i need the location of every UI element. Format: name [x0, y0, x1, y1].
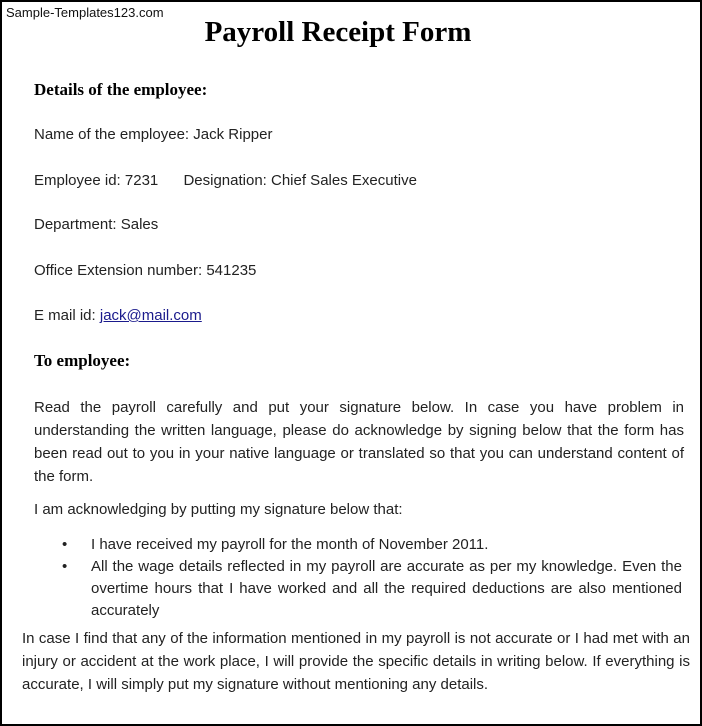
list-item [62, 556, 682, 622]
list-item-text: I have received my payroll for the month of November 2011. [91, 536, 489, 553]
designation-label: Designation: [183, 172, 267, 189]
instructions-paragraph: Read the payroll carefully and put your signature below. In case you have problem in understanding the written language, please do acknowledge by signing below that the form has been read out to you in your native language or translated so that you can understand content of the form. [34, 399, 684, 485]
department-label: Department: [34, 216, 117, 233]
email-label: E mail id: [34, 307, 96, 324]
employee-id-line [34, 172, 417, 189]
email-line [34, 307, 202, 324]
closing-paragraph: In case I find that any of the information mentioned in my payroll is not accurate or I had met with an injury or accident at the work place, I will provide the specific details in writing below. If everything is accurate, I will simply put my signature without mentioning any details. [22, 630, 690, 693]
acknowledgement-list [62, 534, 682, 622]
department-line [34, 216, 158, 233]
employee-id-value: 7231 [124, 172, 159, 189]
employee-name-value: Jack Ripper [193, 126, 273, 143]
watermark: Sample-Templates123.com [6, 5, 164, 20]
employee-id-label: Employee id: [34, 172, 121, 189]
employee-name-label: Name of the employee: [34, 126, 190, 143]
department-value: Sales [120, 216, 159, 233]
extension-label: Office Extension number: [34, 262, 203, 279]
to-employee-heading: To employee: [34, 351, 131, 370]
bullet-dot-icon: • [62, 536, 68, 553]
acknowledgement-intro: I am acknowledging by putting my signature below that: [34, 501, 403, 518]
details-heading: Details of the employee: [34, 80, 208, 99]
extension-value: 541235 [206, 262, 257, 279]
bullet-dot-icon: • [62, 558, 68, 575]
page-title: Payroll Receipt Form [204, 16, 472, 48]
designation-value: Chief Sales Executive [271, 172, 417, 189]
list-item-text: All the wage details reflected in my payroll are accurate as per my knowledge. Even the overtime hours that I have worked and all the required deductions are also mentioned accurately [91, 558, 682, 619]
extension-line [34, 262, 256, 279]
list-item [62, 534, 682, 556]
employee-name-line [34, 126, 272, 143]
email-link[interactable]: jack@mail.com [99, 307, 202, 324]
